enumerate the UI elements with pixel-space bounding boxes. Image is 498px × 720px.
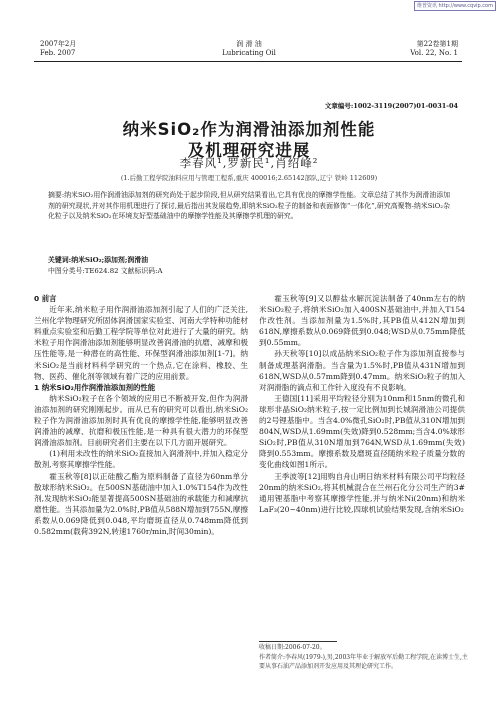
classification: 中图分类号:TE624.82 文献标识码:A — [48, 267, 163, 275]
article-title-line1: 纳米SiO₂作为润滑油添加剂性能 — [122, 120, 376, 139]
paragraph: 王季波等[12]用购自舟山明日纳米材料有限公司平均粒径20nm的纳米SiO₂,将其机械混合在兰州石化分公司生产的3#通用锂基脂中考察其摩擦学性能,并与纳米Ni(20nm)和纳米LaF₃(20~40nm)进行比较,四球机试验结果发现,含纳米SiO₂ — [259, 471, 465, 514]
footnote-rule — [259, 641, 337, 642]
paragraph: 霍玉秋等[9]又以醇盐水解沉淀法制备了40nm左右的纳米SiO₂粒子,将纳米SiO₂加入400SN基础油中,并加入T154作改性剂。当添加剂量为1.5%时,其PB值从412N增加到618N,摩擦系数从0.069降低到0.048;WSD从0.75mm降低到0.55mm。 — [259, 294, 465, 348]
header-journal-en: Lubricating Oil — [222, 49, 276, 57]
received-date: 收稿日期:2006-07-20。 — [259, 644, 326, 651]
right-column — [259, 293, 465, 515]
header-journal-cn: 润 滑 油 — [236, 40, 262, 48]
paragraph: 纳米SiO₂粒子在各个领域的应用已不断被开发,但作为润滑油添加剂的研究刚刚起步。而从已有的研究可以看出,纳米SiO₂粒子作为润滑油添加剂时具有优良的摩擦学性能,能够明显改善润滑油的减摩、抗磨和极压性能,是一种具有很大潜力的环保型润滑油添加剂。目前研究者们主要在以下几方面开展研究。 — [34, 393, 248, 448]
header-date-en: Feb. 2007 — [40, 49, 76, 57]
left-column — [34, 293, 248, 537]
footnote — [259, 643, 469, 672]
header-rule — [34, 61, 462, 62]
header-date-cn: 2007年2月 — [40, 40, 77, 48]
section-0-heading: 0 前言 — [34, 294, 57, 303]
keywords: 关键词:纳米SiO₂;添加剂;润滑油 — [48, 256, 149, 264]
paragraph: 孙天秋等[10]以成品纳米SiO₂粒子作为添加剂直接参与制备成理基润滑脂。当含量为1.5%时,PB值从431N增加到618N,WSD从0.57mm降到0.47mm。纳米SiO₂粒子的加入对润滑脂的滴点和工作针入度没有不良影响。 — [259, 349, 465, 392]
paragraph: 霍玉秋等[8]以正硅酸乙酯为原料制备了直径为60nm单分散球形纳米SiO₂。在500SN基础油中加入1.0%T154作为改性剂,发现纳米SiO₂能显著提高500SN基础油的承载能力和减摩抗磨性能。当其添加量为2.0%时,PB值从588N增加到755N,摩擦系数从0.069降低到0.048,平均磨斑直径从0.748mm降低到0.582mm(载荷392N,转速1760r/min,时间30min)。 — [34, 471, 248, 536]
author-affiliation: (1.后勤工程学院油料应用与管理工程系,重庆 400016;2.65142部队,辽宁 铁岭 112609) — [120, 174, 378, 182]
paragraph: (1)利用未改性的纳米SiO₂直接加入润滑剂中,并加入稳定分散剂,考察其摩擦学性能。 — [34, 449, 248, 470]
article-title-line2: 及机理研究进展 — [187, 141, 311, 160]
header-volume-cn: 第22卷第1期 — [416, 40, 458, 48]
author-list: 李春风¹,罗新民¹,肖绍峰² — [179, 156, 319, 170]
header-volume-en: Vol. 22, No. 1 — [410, 49, 458, 57]
abstract: 摘要:纳米SiO₂用作润滑油添加剂的研究尚处于起步阶段,但从研究结果看出,它具有优良的摩擦学性能。文章总结了其作为润滑油添加剂的研究现状,并对其作用机理进行了探讨,最后指出其发展趋势,即纳米SiO₂粒子的制备和表面修饰“一体化”,研究高聚物-纳米SiO₂杂化粒子以及纳米SiO₂在环境友好型基础油中的摩擦学性能及其摩擦学机理的研究。 — [48, 191, 450, 220]
paragraph: 王德国[11]采用平均粒径分别为10nm和15nm的微孔和球形非晶SiO₂纳米粒子,按一定比例加到长城润滑油公司提供的2号锂基脂中。当含4.0%微孔SiO₂时,PB值从310N增加到804N,WSD从1.69mm(失效)降到0.528mm;当含4.0%球形SiO₂时,PB值从310N增加到764N,WSD从1.69mm(失效)降到0.553mm。摩擦系数及磨斑直径随纳米粒子质量分数的变化曲线如图1所示。 — [259, 393, 465, 470]
paragraph: 近年来,纳米粒子用作润滑油添加剂引起了人们的广泛关注,兰州化学物理研究所固体润滑国家实验室、河南大学特种功能材料重点实验室和后勤工程学院等单位对此进行了大量的研究。纳米粒子用作润滑油添加剂能够明显改善润滑油的抗磨、减摩和极压性能等,是一种潜在的高性能、环保型润滑油添加剂[1-7]。纳米SiO₂是当前材料科学研究的一个热点,它在涂料、橡胶、生物、医药、催化剂等领域有着广泛的应用前景。 — [34, 305, 248, 381]
article-number: 文章编号:1002-3119(2007)01-0031-04 — [324, 102, 458, 110]
header-volume — [410, 40, 458, 58]
source-watermark: 维普资讯 http://www.cqvip.com — [414, 1, 496, 11]
section-1-heading: 1 纳米SiO₂用作润滑油添加剂的性能 — [34, 382, 156, 392]
author-bio: 作者简介:李春风(1979-),男,2003年毕业于解放军后勤工程学院,在读博士生,主要从事石油产品添加剂开发应用及其理论研究工作。 — [259, 653, 468, 670]
